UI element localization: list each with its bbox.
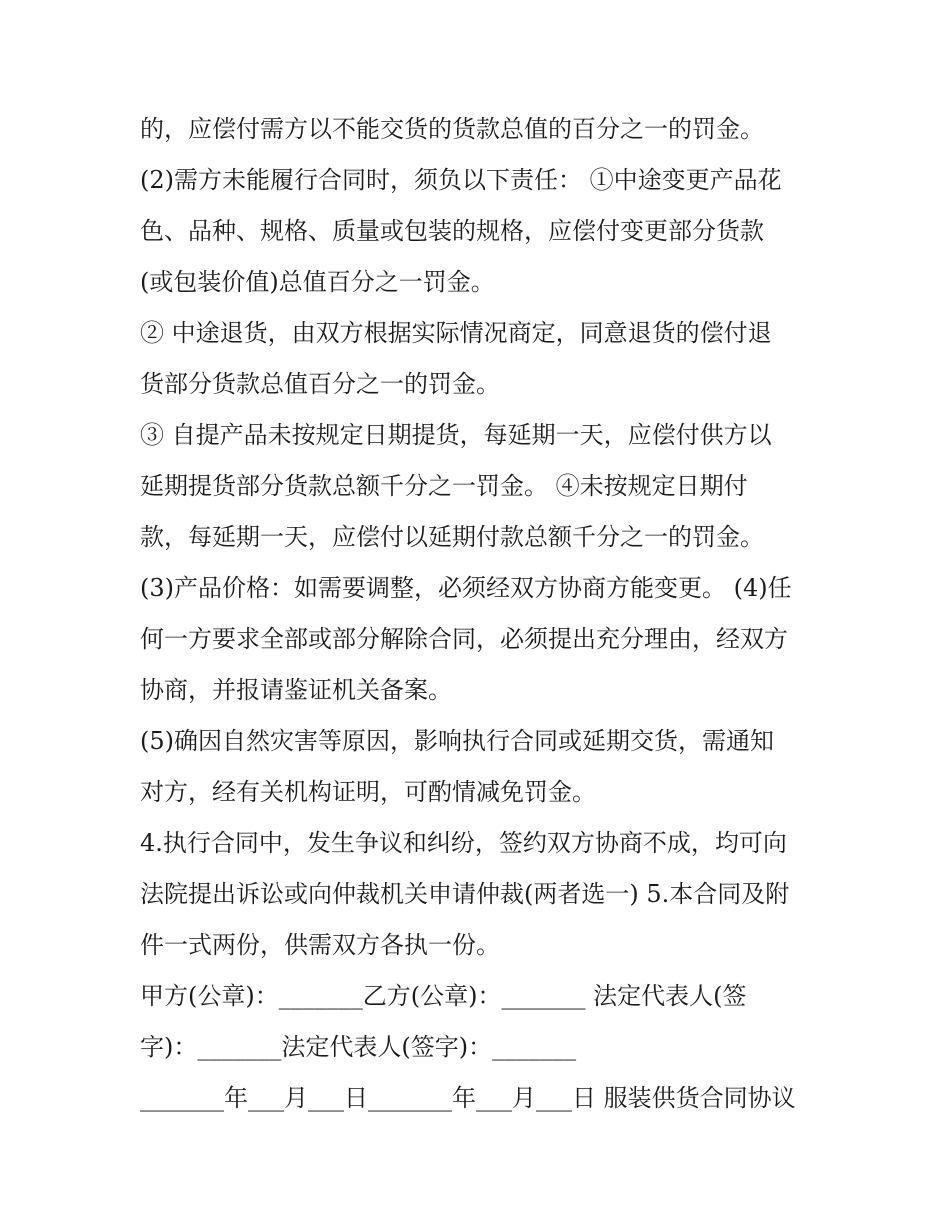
text-line: (或包装价值)总值百分之一罚金。	[140, 268, 495, 296]
text-line: (3)产品价格：如需要调整，必须经双方协商方能变更。 (4)任	[140, 574, 792, 602]
signature-line: 字)：_______法定代表人(签字)：_______	[140, 1033, 577, 1061]
text-line: 对方，经有关机构证明，可酌情减免罚金。	[140, 778, 596, 806]
text-line: 协商，并报请鉴证机关备案。	[140, 676, 452, 704]
signature-line: 甲方(公章)：_______乙方(公章)：_______ 法定代表人(签	[140, 982, 747, 1010]
text-line: 4.执行合同中，发生争议和纠纷，签约双方协商不成，均可向	[140, 829, 787, 857]
date-line: _______年___月___日_______年___月___日 服装供货合同协议	[140, 1084, 796, 1112]
text-line: 货部分货款总值百分之一的罚金。	[140, 370, 500, 398]
text-line: (2)需方未能履行合同时，须负以下责任： ①中途变更产品花	[140, 166, 782, 194]
text-line: ③ 自提产品未按规定日期提货，每延期一天，应偿付供方以	[140, 421, 772, 449]
contract-body-text	[140, 104, 820, 1124]
text-line: 款，每延期一天，应偿付以延期付款总额千分之一的罚金。	[140, 523, 764, 551]
text-line: 色、品种、规格、质量或包装的规格，应偿付变更部分货款	[140, 217, 764, 245]
text-line: (5)确因自然灾害等原因，影响执行合同或延期交货，需通知	[140, 727, 774, 755]
text-line: 的，应偿付需方以不能交货的货款总值的百分之一的罚金。	[140, 115, 764, 143]
text-line: 延期提货部分货款总额千分之一罚金。 ④未按规定日期付	[140, 472, 748, 500]
text-line: 件一式两份，供需双方各执一份。	[140, 931, 500, 959]
text-line: 何一方要求全部或部分解除合同，必须提出充分理由，经双方	[140, 625, 788, 653]
text-line: 法院提出诉讼或向仲裁机关申请仲裁(两者选一) 5.本合同及附	[140, 880, 790, 908]
text-line: ② 中途退货，由双方根据实际情况商定，同意退货的偿付退	[140, 319, 772, 347]
